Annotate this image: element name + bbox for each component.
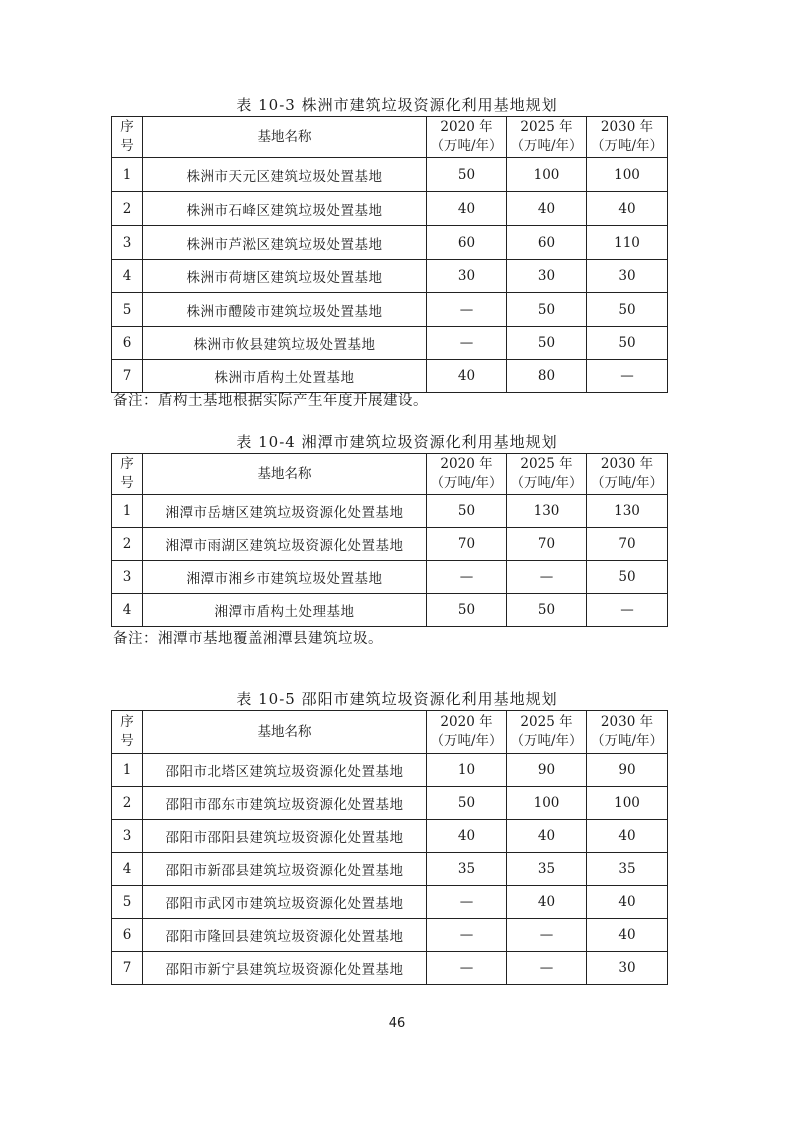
cell-2020: 50 [427,495,507,528]
cell-2030: 90 [587,754,668,787]
cell-name: 株洲市攸县建筑垃圾处置基地 [143,327,427,360]
table-10-5-title: 表 10-5 邵阳市建筑垃圾资源化利用基地规划 [236,690,558,708]
cell-2020: — [427,952,507,985]
header-name: 基地名称 [143,454,427,495]
header-no: 序 号 [112,454,143,495]
table-10-3-title: 表 10-3 株洲市建筑垃圾资源化利用基地规划 [236,96,558,114]
cell-2020: 35 [427,853,507,886]
cell-2020: — [427,327,507,360]
table-row [112,787,668,820]
cell-no: 4 [112,853,143,886]
cell-2020: 40 [427,820,507,853]
table-header-row [112,454,668,495]
cell-no: 1 [112,495,143,528]
table-10-4-title: 表 10-4 湘潭市建筑垃圾资源化利用基地规划 [236,433,558,451]
cell-2030: — [587,360,668,393]
header-name: 基地名称 [143,711,427,754]
cell-name: 邵阳市隆回县建筑垃圾资源化处置基地 [143,919,427,952]
cell-2025: 100 [507,158,587,192]
table-row [112,495,668,528]
cell-2030: 40 [587,820,668,853]
cell-2025: 90 [507,754,587,787]
header-2025: 2025 年 （万吨/年） [507,117,587,158]
cell-2030: 50 [587,293,668,327]
header-2020: 2020 年 （万吨/年） [427,454,507,495]
header-no: 序 号 [112,711,143,754]
cell-2030: 70 [587,528,668,561]
cell-2025: 100 [507,787,587,820]
cell-name: 湘潭市岳塘区建筑垃圾资源化处置基地 [143,495,427,528]
cell-2025: 40 [507,192,587,226]
table-row [112,952,668,985]
cell-no: 6 [112,919,143,952]
header-2020: 2020 年 （万吨/年） [427,711,507,754]
cell-2020: 40 [427,192,507,226]
cell-2020: — [427,886,507,919]
table-10-4 [111,453,668,627]
table-10-5 [111,710,668,985]
cell-2030: 50 [587,561,668,594]
table-row [112,327,668,360]
cell-no: 1 [112,158,143,192]
cell-2030: 40 [587,919,668,952]
cell-name: 湘潭市盾构土处理基地 [143,594,427,627]
cell-no: 4 [112,594,143,627]
table-row [112,158,668,192]
cell-2030: 40 [587,192,668,226]
cell-2020: 50 [427,787,507,820]
table-row [112,360,668,393]
cell-name: 株洲市荷塘区建筑垃圾处置基地 [143,260,427,293]
cell-2030: 35 [587,853,668,886]
cell-name: 湘潭市湘乡市建筑垃圾处置基地 [143,561,427,594]
table-row [112,886,668,919]
table-header-row [112,117,668,158]
cell-2025: 50 [507,594,587,627]
cell-2030: 30 [587,952,668,985]
table-row [112,293,668,327]
cell-2030: 40 [587,886,668,919]
cell-2030: 130 [587,495,668,528]
cell-name: 株洲市石峰区建筑垃圾处置基地 [143,192,427,226]
cell-2030: 110 [587,226,668,260]
table-header-row [112,711,668,754]
cell-no: 2 [112,528,143,561]
cell-name: 邵阳市新邵县建筑垃圾资源化处置基地 [143,853,427,886]
cell-name: 株洲市芦淞区建筑垃圾处置基地 [143,226,427,260]
header-2030: 2030 年 （万吨/年） [587,711,668,754]
table-row [112,260,668,293]
cell-2020: 70 [427,528,507,561]
table-row [112,919,668,952]
cell-no: 2 [112,192,143,226]
header-2030: 2030 年 （万吨/年） [587,117,668,158]
table-row [112,226,668,260]
cell-2030: 100 [587,158,668,192]
cell-name: 邵阳市邵东市建筑垃圾资源化处置基地 [143,787,427,820]
cell-no: 5 [112,886,143,919]
cell-name: 邵阳市邵阳县建筑垃圾资源化处置基地 [143,820,427,853]
table-10-4-note: 备注：湘潭市基地覆盖湘潭县建筑垃圾。 [113,631,383,647]
page-number: 46 [388,1016,406,1031]
table-row [112,561,668,594]
cell-2025: — [507,952,587,985]
cell-no: 3 [112,820,143,853]
cell-name: 株洲市醴陵市建筑垃圾处置基地 [143,293,427,327]
cell-no: 5 [112,293,143,327]
cell-2025: 130 [507,495,587,528]
cell-no: 6 [112,327,143,360]
header-2020: 2020 年 （万吨/年） [427,117,507,158]
cell-2030: 100 [587,787,668,820]
cell-2020: — [427,293,507,327]
cell-2025: 50 [507,293,587,327]
cell-name: 邵阳市武冈市建筑垃圾资源化处置基地 [143,886,427,919]
cell-2020: 50 [427,158,507,192]
cell-no: 4 [112,260,143,293]
cell-2030: 30 [587,260,668,293]
cell-name: 湘潭市雨湖区建筑垃圾资源化处置基地 [143,528,427,561]
cell-2030: — [587,594,668,627]
table-row [112,820,668,853]
cell-2025: 30 [507,260,587,293]
cell-2020: 10 [427,754,507,787]
header-2025: 2025 年 （万吨/年） [507,711,587,754]
header-2025: 2025 年 （万吨/年） [507,454,587,495]
header-name: 基地名称 [143,117,427,158]
table-row [112,754,668,787]
cell-name: 株洲市盾构土处置基地 [143,360,427,393]
cell-no: 1 [112,754,143,787]
table-10-3 [111,116,668,393]
cell-2025: 70 [507,528,587,561]
cell-2025: 40 [507,820,587,853]
table-10-3-note: 备注：盾构土基地根据实际产生年度开展建设。 [113,393,428,409]
table-row [112,192,668,226]
cell-2020: 40 [427,360,507,393]
cell-2025: 80 [507,360,587,393]
cell-2025: 50 [507,327,587,360]
header-2030: 2030 年 （万吨/年） [587,454,668,495]
cell-no: 3 [112,226,143,260]
cell-2020: — [427,561,507,594]
cell-2020: 30 [427,260,507,293]
cell-2020: 50 [427,594,507,627]
cell-2025: — [507,919,587,952]
cell-no: 7 [112,360,143,393]
cell-no: 7 [112,952,143,985]
cell-2025: 35 [507,853,587,886]
cell-name: 株洲市天元区建筑垃圾处置基地 [143,158,427,192]
cell-2025: 60 [507,226,587,260]
header-no: 序 号 [112,117,143,158]
table-row [112,853,668,886]
table-row [112,594,668,627]
cell-name: 邵阳市北塔区建筑垃圾资源化处置基地 [143,754,427,787]
table-row [112,528,668,561]
cell-2020: 60 [427,226,507,260]
cell-name: 邵阳市新宁县建筑垃圾资源化处置基地 [143,952,427,985]
cell-no: 2 [112,787,143,820]
cell-2030: 50 [587,327,668,360]
cell-2025: 40 [507,886,587,919]
cell-2020: — [427,919,507,952]
cell-no: 3 [112,561,143,594]
cell-2025: — [507,561,587,594]
